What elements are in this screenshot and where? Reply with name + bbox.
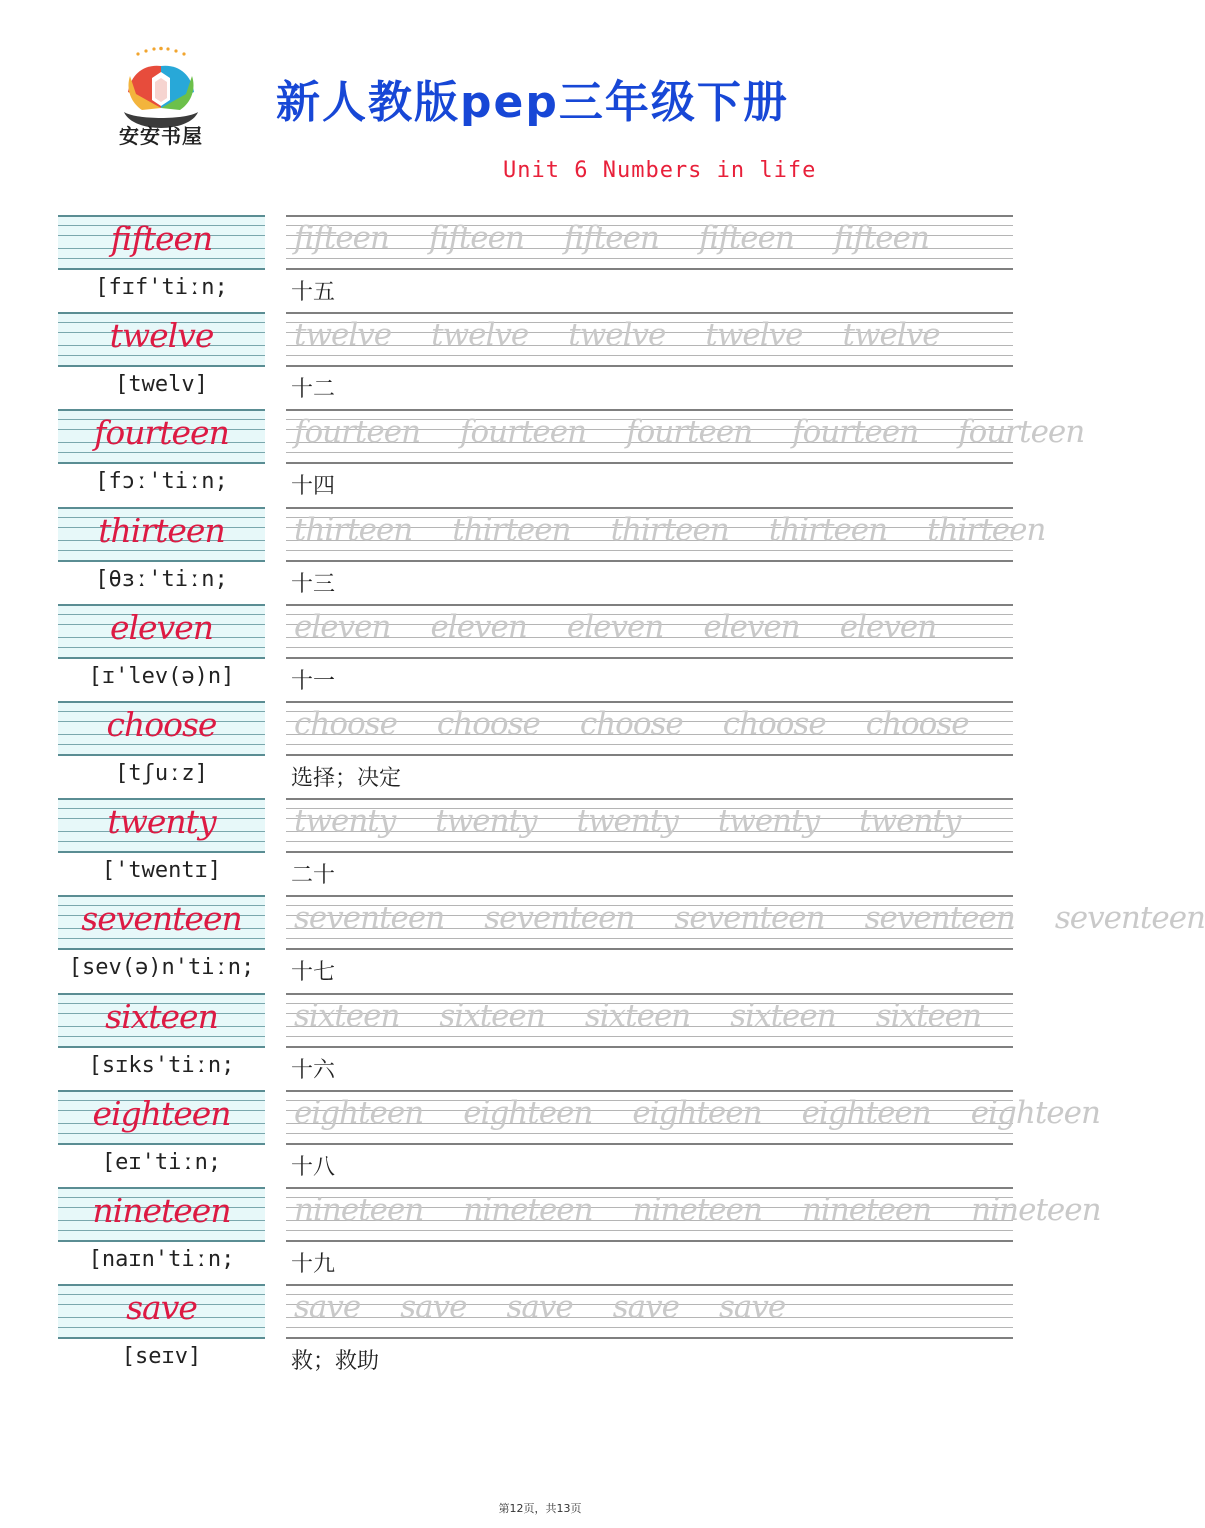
trace-word: nineteen	[801, 1192, 932, 1228]
trace-word: save	[612, 1289, 679, 1326]
tracing-practice-lines	[286, 1284, 1013, 1337]
tracing-practice-lines	[286, 895, 1205, 948]
trace-word: nineteen	[294, 1192, 424, 1228]
vocab-row	[0, 507, 1080, 604]
trace-word: thirteen	[927, 511, 1046, 548]
phonetic: [twelv]	[115, 372, 208, 398]
trace-word: eleven	[839, 608, 937, 645]
tracing-practice-lines	[286, 1090, 1100, 1143]
trace-word: twelve	[568, 317, 666, 354]
word-writing-box	[58, 895, 265, 948]
tracing-practice-lines	[286, 215, 1013, 268]
word-writing-box	[58, 507, 265, 560]
tracing-practice-lines	[286, 507, 1046, 560]
vocab-word: fourteen	[94, 413, 229, 453]
phonetic: [tʃuːz]	[115, 761, 208, 786]
meaning: 救；救助	[291, 1349, 380, 1375]
trace-word: eighteen	[632, 1094, 762, 1131]
trace-word: seventeen	[1054, 900, 1205, 937]
meaning: 选择；决定	[291, 766, 402, 791]
trace-word: twenty	[717, 803, 820, 840]
trace-word: save	[400, 1289, 467, 1326]
vocab-row	[0, 798, 1080, 895]
vocab-row	[0, 312, 1080, 409]
trace-word: twelve	[842, 317, 940, 354]
trace-word: fifteen	[833, 220, 929, 256]
trace-word: choose	[722, 706, 826, 742]
trace-word: twelve	[431, 317, 529, 354]
tracing-practice-lines	[286, 409, 1085, 462]
vocab-row	[0, 993, 1080, 1090]
word-writing-box	[58, 409, 265, 462]
trace-word: choose	[579, 706, 683, 742]
tracing-practice-lines	[286, 798, 1013, 851]
trace-word: fourteen	[958, 414, 1085, 451]
tracing-practice-lines	[286, 604, 1013, 657]
vocab-word: twelve	[109, 316, 214, 356]
vocab-row	[0, 604, 1080, 701]
trace-word: eleven	[294, 608, 391, 645]
trace-word: fourteen	[460, 414, 587, 451]
meaning: 十九	[291, 1252, 336, 1277]
tracing-practice-lines	[286, 1187, 1101, 1240]
trace-word: nineteen	[463, 1192, 593, 1228]
trace-word: sixteen	[730, 997, 836, 1034]
trace-word: choose	[436, 706, 540, 742]
phonetic: [fɔː'tiːn;	[95, 469, 228, 495]
page-footer: 第12页，共13页	[498, 1502, 582, 1515]
trace-word: save	[294, 1289, 361, 1326]
phonetic: [ɪ'lev(ə)n]	[88, 663, 235, 689]
trace-word: eighteen	[970, 1094, 1100, 1131]
trace-word: seventeen	[674, 900, 825, 937]
vocab-row	[0, 215, 1080, 312]
trace-word: save	[506, 1289, 573, 1326]
brand-name: 安安书屋	[119, 124, 203, 148]
trace-word: eighteen	[294, 1094, 424, 1131]
vocab-row	[0, 1090, 1100, 1187]
vocab-word: save	[126, 1288, 197, 1328]
phonetic: [θɜː'tiːn;	[95, 566, 228, 592]
phonetic: [sɪks'tiːn;	[88, 1052, 235, 1078]
trace-word: choose	[294, 706, 397, 742]
word-writing-box	[58, 701, 265, 754]
trace-word: thirteen	[294, 511, 413, 548]
tracing-practice-lines	[286, 312, 1013, 365]
trace-word: twelve	[705, 317, 803, 354]
trace-word: fourteen	[792, 414, 919, 451]
unit-title: Unit 6 Numbers in life	[503, 158, 817, 183]
trace-word: eleven	[430, 608, 527, 645]
word-writing-box	[58, 798, 265, 851]
vocab-row	[0, 701, 1080, 798]
vocab-row	[0, 1187, 1101, 1284]
word-writing-box	[58, 993, 265, 1046]
vocab-word: choose	[106, 705, 217, 744]
trace-word: thirteen	[452, 511, 571, 548]
phonetic: [naɪn'tiːn;	[88, 1247, 235, 1272]
trace-word: eleven	[703, 608, 800, 645]
phonetic: [fɪf'tiːn;	[95, 275, 228, 300]
trace-word: fifteen	[428, 220, 524, 256]
phonetic: [sev(ə)n'tiːn;	[68, 955, 255, 981]
trace-word: choose	[865, 706, 969, 742]
tracing-practice-lines	[286, 701, 1013, 754]
vocab-word: seventeen	[81, 899, 242, 939]
phonetic: [eɪ'tiːn;	[101, 1149, 222, 1175]
meaning: 十四	[291, 474, 336, 500]
vocab-word: sixteen	[105, 996, 218, 1036]
meaning: 十二	[291, 377, 336, 403]
trace-word: fifteen	[294, 220, 389, 256]
meaning: 十三	[291, 571, 336, 597]
meaning: 十七	[291, 960, 336, 986]
trace-word: fifteen	[563, 220, 659, 256]
vocab-row	[0, 1284, 1080, 1381]
trace-word: twenty	[294, 803, 396, 840]
tracing-practice-lines	[286, 993, 1013, 1046]
trace-word: thirteen	[610, 511, 729, 548]
meaning: 十八	[291, 1154, 336, 1180]
trace-word: sixteen	[875, 997, 982, 1034]
meaning: 十一	[291, 668, 336, 694]
meaning: 十六	[291, 1057, 336, 1083]
trace-word: sixteen	[294, 997, 400, 1034]
word-writing-box	[58, 312, 265, 365]
trace-word: sixteen	[439, 997, 545, 1034]
word-writing-box	[58, 1187, 265, 1240]
phonetic: ['twentɪ]	[101, 858, 222, 884]
vocab-word: twenty	[107, 802, 216, 842]
trace-word: seventeen	[294, 900, 445, 937]
trace-word: fourteen	[294, 414, 421, 451]
word-writing-box	[58, 604, 265, 657]
trace-word: fourteen	[626, 414, 753, 451]
vocab-word: eighteen	[92, 1093, 231, 1133]
trace-word: eighteen	[801, 1094, 931, 1131]
word-writing-box	[58, 215, 265, 268]
page-title: 新人教版pep三年级下册	[276, 77, 789, 128]
trace-word: twelve	[294, 317, 392, 354]
trace-word: save	[719, 1289, 786, 1326]
word-writing-box	[58, 1284, 265, 1337]
trace-word: thirteen	[768, 511, 888, 548]
vocab-row	[0, 409, 1085, 506]
vocab-row	[0, 895, 1205, 992]
trace-word: eighteen	[463, 1094, 593, 1131]
vocab-word: eleven	[109, 607, 214, 647]
vocab-word: nineteen	[92, 1191, 231, 1230]
trace-word: sixteen	[584, 997, 691, 1034]
trace-word: eleven	[566, 608, 664, 645]
meaning: 十五	[291, 280, 336, 305]
trace-word: seventeen	[864, 900, 1015, 937]
word-writing-box	[58, 1090, 265, 1143]
trace-word: seventeen	[484, 900, 635, 937]
trace-word: twenty	[859, 803, 961, 840]
trace-word: nineteen	[971, 1192, 1101, 1228]
phonetic: [seɪv]	[121, 1344, 202, 1370]
vocab-word: thirteen	[98, 510, 225, 550]
vocab-word: fifteen	[110, 219, 213, 258]
trace-word: nineteen	[632, 1192, 762, 1228]
trace-word: twenty	[576, 803, 678, 840]
meaning: 二十	[291, 863, 336, 889]
trace-word: fifteen	[698, 220, 794, 256]
trace-word: twenty	[435, 803, 537, 840]
